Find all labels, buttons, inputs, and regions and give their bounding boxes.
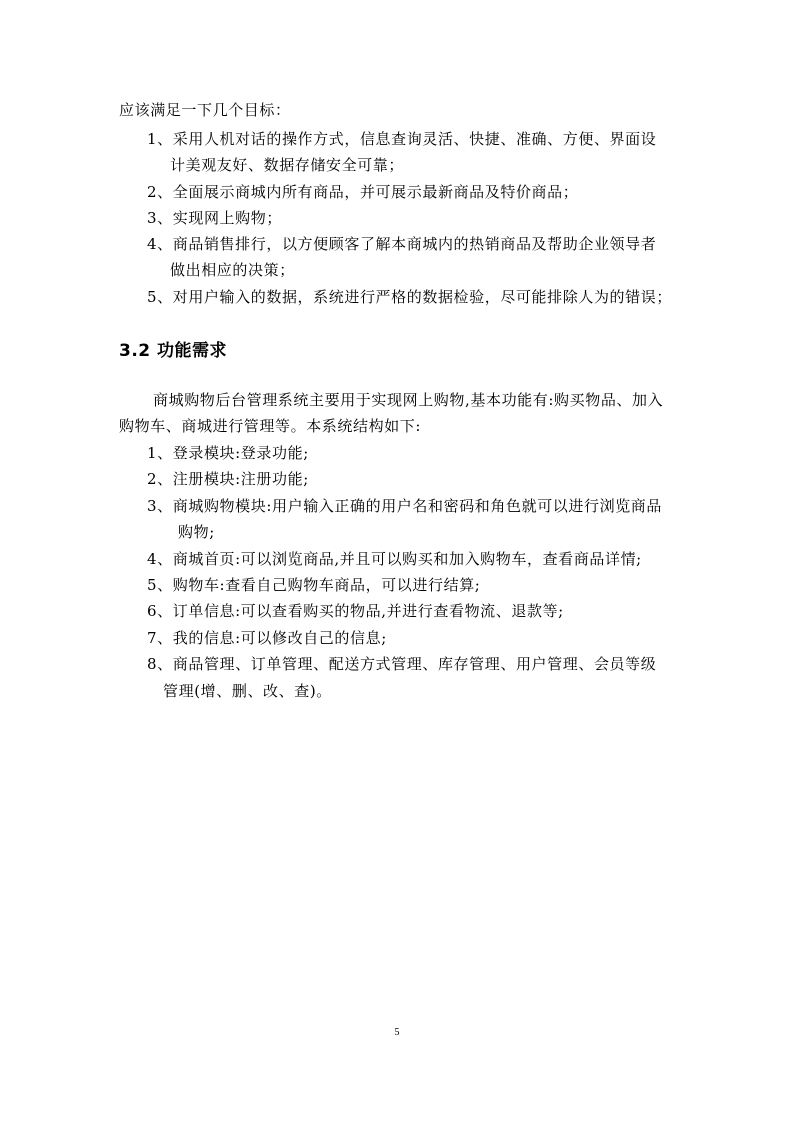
goal-item-5 (147, 287, 672, 307)
goal-number: 4、 (147, 235, 173, 253)
module-text: 商品管理、订单管理、配送方式管理、库存管理、用户管理、会员等级 (172, 655, 657, 673)
module-text: 商城购物模块:用户输入正确的用户名和密码和角色就可以进行浏览商品 (172, 497, 663, 515)
module-number: 7、 (147, 629, 173, 647)
goal-item-2 (147, 182, 578, 202)
module-item-7 (147, 628, 387, 648)
module-number: 8、 (147, 655, 173, 673)
goal-item-4-continuation: 做出相应的决策； (170, 261, 295, 279)
section-heading: 3.2 功能需求 (119, 341, 228, 361)
goal-text: 采用人机对话的操作方式，信息查询灵活、快捷、准确、方便、界面设 (172, 130, 657, 148)
page-number: 5 (394, 1027, 400, 1038)
module-number: 6、 (147, 602, 173, 620)
goal-item-1 (147, 129, 656, 149)
module-item-8 (147, 654, 656, 674)
module-item-6 (147, 601, 564, 621)
goal-text: 全面展示商城内所有商品，并可展示最新商品及特价商品； (172, 183, 579, 201)
module-item-2 (147, 469, 309, 489)
goal-number: 5、 (147, 288, 173, 306)
goal-item-3 (147, 208, 282, 228)
paragraph-line-2: 购物车、商城进行管理等。本系统结构如下: (119, 417, 422, 435)
module-item-5 (147, 575, 480, 595)
goal-item-1-continuation: 计美观友好、数据存储安全可靠； (170, 156, 405, 174)
goal-number: 1、 (147, 130, 173, 148)
module-item-1 (147, 443, 309, 463)
module-item-3-continuation: 购物; (178, 523, 215, 541)
goal-number: 2、 (147, 183, 173, 201)
module-number: 5、 (147, 576, 173, 594)
goal-text: 实现网上购物； (172, 209, 282, 227)
module-text: 订单信息:可以查看购买的物品,并进行查看物流、退款等; (172, 602, 564, 620)
goal-text: 对用户输入的数据，系统进行严格的数据检验，尽可能排除人为的错误； (172, 288, 672, 306)
module-item-8-continuation: 管理(增、删、改、查)。 (163, 682, 332, 700)
module-text: 注册模块:注册功能; (172, 470, 309, 488)
module-number: 3、 (147, 497, 173, 515)
module-item-4 (147, 549, 642, 569)
module-item-3 (147, 496, 662, 516)
module-text: 商城首页:可以浏览商品,并且可以购买和加入购物车，查看商品详情; (172, 550, 642, 568)
goal-text: 商品销售排行，以方便顾客了解本商城内的热销商品及帮助企业领导者 (172, 235, 657, 253)
module-number: 2、 (147, 470, 173, 488)
module-text: 我的信息:可以修改自己的信息; (172, 629, 387, 647)
goal-item-4 (147, 234, 656, 254)
module-text: 登录模块:登录功能; (172, 444, 309, 462)
module-number: 1、 (147, 444, 173, 462)
module-text: 购物车:查看自己购物车商品，可以进行结算; (172, 576, 481, 594)
goal-number: 3、 (147, 209, 173, 227)
intro-text: 应该满足一下几个目标： (119, 101, 291, 119)
paragraph-line-1: 商城购物后台管理系统主要用于实现网上购物,基本功能有:购买物品、加入 (153, 391, 664, 409)
module-number: 4、 (147, 550, 173, 568)
